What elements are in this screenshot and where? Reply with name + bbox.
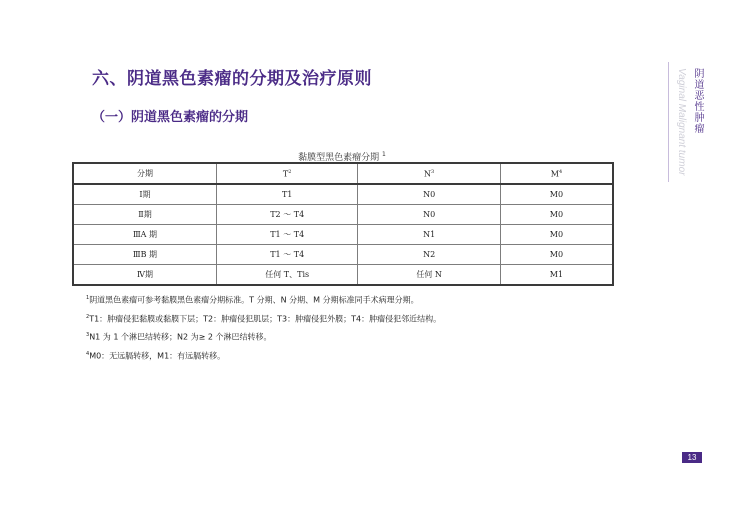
table-cell: 任何 T、Tis (216, 265, 357, 286)
table-cell: ⅢA 期 (73, 225, 216, 245)
table-cell: Ⅱ期 (73, 205, 216, 225)
footnotes (86, 290, 606, 365)
table-cell: N0 (358, 184, 500, 205)
side-label-en: Vaginal Malignant tumor (676, 68, 687, 176)
footnote: $^2$T1：肿瘤侵犯黏膜或黏膜下层；T2：肿瘤侵犯肌层；T3：肿瘤侵犯外膜；T4：肿瘤侵犯邻近结构。 (86, 313, 442, 324)
header-stage: 分期 (73, 163, 216, 184)
table-header-row (73, 163, 613, 184)
page-number: 13 (682, 452, 702, 463)
table-cell: T1 (216, 184, 357, 205)
table-cell: T2 ～ T4 (216, 205, 357, 225)
table-cell: M0 (500, 245, 613, 265)
staging-table (72, 162, 614, 286)
table-row (73, 265, 613, 286)
table-cell: Ⅳ期 (73, 265, 216, 286)
footnote: $^4$M0：无远膈转移，M1：有远膈转移。 (86, 350, 226, 361)
table-cell: N2 (358, 245, 500, 265)
footnote: $^1$阴道黑色素瘤可参考黏膜黑色素瘤分期标准。T 分期、N 分期、M 分期标准同手术病理分期。 (86, 295, 419, 305)
side-label-cn: 阴道恶性肿瘤 (692, 68, 703, 134)
table-row (73, 184, 613, 205)
table-cell: M1 (500, 265, 613, 286)
table-cell: N1 (358, 225, 500, 245)
header-m: $M^4$ (500, 163, 613, 184)
table-row (73, 205, 613, 225)
footnote: $^3$N1 为 1 个淋巴结转移；N2 为≥ 2 个淋巴结转移。 (86, 332, 272, 342)
table-row (73, 225, 613, 245)
table-cell: M0 (500, 184, 613, 205)
table-cell: T1 ～ T4 (216, 245, 357, 265)
side-divider (668, 62, 669, 182)
table-row (73, 245, 613, 265)
table-cell: T1 ～ T4 (216, 225, 357, 245)
table-cell: 任何 N (358, 265, 500, 286)
table-caption-sup: 1 (382, 151, 386, 158)
table-cell: Ⅰ期 (73, 184, 216, 205)
table-cell: N0 (358, 205, 500, 225)
table-cell: M0 (500, 225, 613, 245)
table-caption-text: 黏膜型黑色素瘤分期 (298, 153, 380, 163)
header-t: $T^2$ (216, 163, 357, 184)
sub-title: （一）阴道黑色素瘤的分期 (92, 110, 249, 125)
section-title: 六、阴道黑色素瘤的分期及治疗原则 (92, 69, 372, 89)
header-n: $N^3$ (358, 163, 500, 184)
table-cell: ⅢB 期 (73, 245, 216, 265)
table-cell: M0 (500, 205, 613, 225)
